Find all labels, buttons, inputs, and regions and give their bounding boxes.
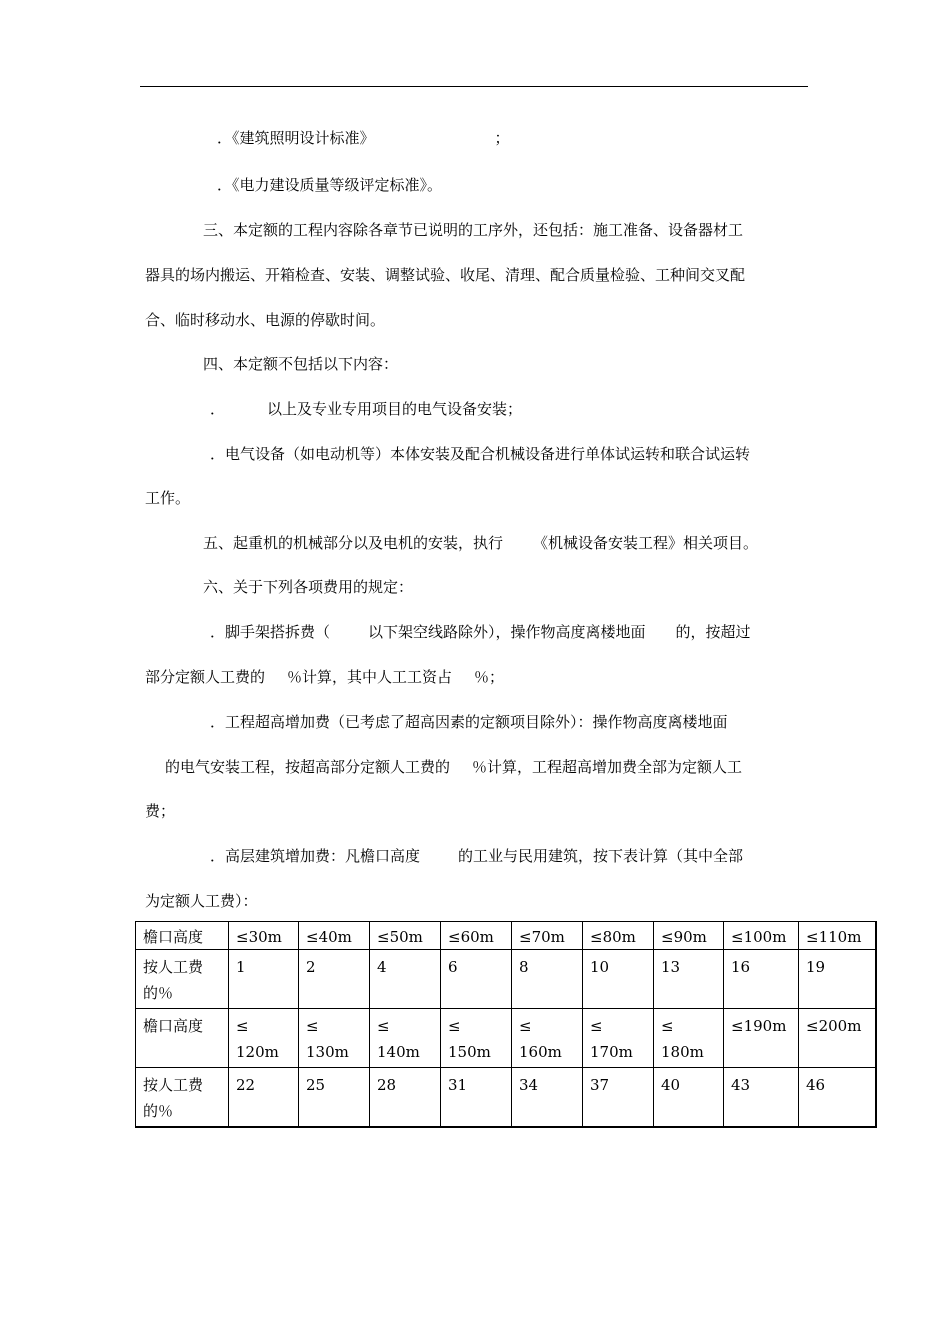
table-cell: ≤ 150m — [441, 1009, 512, 1068]
paragraph-6-item-1-line-2-part-a: 部分定额人工费的 — [145, 668, 266, 686]
paragraph-6-item-1-part-a: ．脚手架搭拆费（ — [210, 623, 331, 641]
table-cell: 4 — [370, 950, 441, 1009]
paragraph-3-line-3: 合、临时移动水、电源的停歇时间。 — [145, 311, 386, 329]
table-cell: 10 — [583, 950, 654, 1009]
table-row — [136, 922, 876, 950]
paragraph-6-item-1-part-c: 的，按超过 — [675, 623, 751, 641]
paragraph-6-heading: 六、关于下列各项费用的规定： — [203, 578, 414, 596]
table-cell: 6 — [441, 950, 512, 1009]
paragraph-6-item-1-line-2 — [145, 667, 504, 687]
table-cell: 37 — [583, 1068, 654, 1128]
table-cell: ≤100m — [724, 922, 799, 950]
paragraph-4-item-2-line-2: 工作。 — [145, 489, 191, 507]
paragraph-4-item-1-dot: ． — [210, 400, 226, 418]
table-cell: 28 — [370, 1068, 441, 1128]
table-cell: ≤200m — [799, 1009, 876, 1068]
surcharge-table — [135, 921, 877, 1128]
table-cell: ≤70m — [512, 922, 583, 950]
paragraph-6-item-2-line-1: ．工程超高增加费（已考虑了超高因素的定额项目除外）：操作物高度离楼地面 — [210, 713, 728, 731]
paragraph-6-item-2-line-2-part-a: 的电气安装工程，按超高部分定额人工费的 — [165, 758, 451, 776]
table-cell: 1 — [229, 950, 299, 1009]
table-cell: 40 — [654, 1068, 724, 1128]
table-cell: 43 — [724, 1068, 799, 1128]
table-cell: ≤ 160m — [512, 1009, 583, 1068]
standard-item-1-end: ； — [494, 129, 510, 147]
table-cell: 25 — [299, 1068, 370, 1128]
paragraph-6-item-3-part-a: ．高层建筑增加费：凡檐口高度 — [210, 847, 421, 865]
paragraph-5 — [203, 533, 758, 553]
table-cell: ≤90m — [654, 922, 724, 950]
table-cell: ≤ 180m — [654, 1009, 724, 1068]
table-cell: ≤ 170m — [583, 1009, 654, 1068]
table-cell: ≤30m — [229, 922, 299, 950]
table-cell: ≤ 130m — [299, 1009, 370, 1068]
header-rule — [140, 86, 808, 87]
paragraph-6-item-1-part-b: 以下架空线路除外），操作物高度离楼地面 — [368, 623, 646, 641]
table-cell: ≤190m — [724, 1009, 799, 1068]
table-cell: 16 — [724, 950, 799, 1009]
table-cell: 檐口高度 — [136, 1009, 229, 1068]
table-cell: 31 — [441, 1068, 512, 1128]
paragraph-3-line-2: 器具的场内搬运、开箱检查、安装、调整试验、收尾、清理、配合质量检验、工种间交叉配 — [145, 266, 746, 284]
paragraph-5-part-b: 《机械设备安装工程》相关项目。 — [533, 534, 759, 552]
table-row — [136, 1009, 876, 1068]
table-row — [136, 1068, 876, 1128]
table-cell: ≤50m — [370, 922, 441, 950]
table-cell: ≤ 140m — [370, 1009, 441, 1068]
table-cell: 按人工费的％ — [136, 950, 229, 1009]
table-cell: 34 — [512, 1068, 583, 1128]
paragraph-6-item-3-part-b: 的工业与民用建筑，按下表计算（其中全部 — [458, 847, 744, 865]
paragraph-5-part-a: 五、起重机的机械部分以及电机的安装，执行 — [203, 534, 504, 552]
table-cell: 2 — [299, 950, 370, 1009]
paragraph-4-item-2-line-1: ．电气设备（如电动机等）本体安装及配合机械设备进行单体试运转和联合试运转 — [210, 445, 751, 463]
paragraph-6-item-1-line-2-part-b: ％计算，其中人工工资占 — [287, 668, 453, 686]
standard-item-1-text: ．《建筑照明设计标准》 — [217, 129, 375, 147]
table-cell: 13 — [654, 950, 724, 1009]
table-row — [136, 950, 876, 1009]
paragraph-6-item-1-line-2-part-c: ％； — [474, 668, 505, 686]
paragraph-4-item-1 — [210, 399, 522, 419]
paragraph-6-item-2-line-3: 费； — [145, 802, 176, 820]
table-cell: 19 — [799, 950, 876, 1009]
table-cell: 8 — [512, 950, 583, 1009]
paragraph-6-item-3-line-2: 为定额人工费）： — [145, 892, 258, 910]
table-cell: ≤110m — [799, 922, 876, 950]
paragraph-6-item-2-line-2 — [165, 757, 742, 777]
standard-item-1 — [217, 128, 510, 148]
paragraph-3-line-1: 三、本定额的工程内容除各章节已说明的工序外，还包括：施工准备、设备器材工 — [203, 221, 744, 239]
table-cell: ≤60m — [441, 922, 512, 950]
table-cell: 46 — [799, 1068, 876, 1128]
table-cell: ≤80m — [583, 922, 654, 950]
table-cell: 22 — [229, 1068, 299, 1128]
paragraph-6-item-2-line-2-part-b: ％计算，工程超高增加费全部为定额人工 — [472, 758, 743, 776]
standard-item-2: ．《电力建设质量等级评定标准》。 — [217, 176, 443, 194]
table-cell: ≤40m — [299, 922, 370, 950]
paragraph-4-heading: 四、本定额不包括以下内容： — [203, 355, 399, 373]
paragraph-6-item-1-line-1 — [210, 622, 751, 642]
paragraph-6-item-3-line-1 — [210, 846, 743, 866]
table-cell: ≤ 120m — [229, 1009, 299, 1068]
table-cell: 檐口高度 — [136, 922, 229, 950]
table-cell: 按人工费的％ — [136, 1068, 229, 1128]
paragraph-4-item-1-text: 以上及专业专用项目的电气设备安装； — [267, 400, 523, 418]
